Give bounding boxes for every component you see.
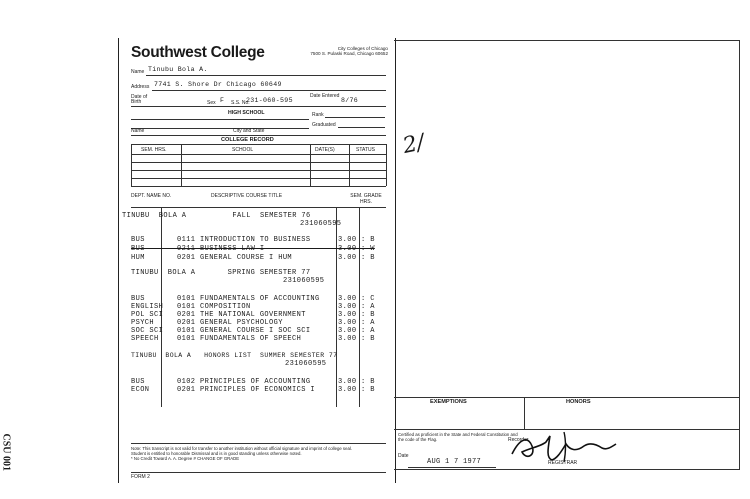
course-row: ECON 0201 PRINCIPLES OF ECONOMICS I 3.00 : B <box>131 386 375 394</box>
semester-header: TINUBU BOLA A HONORS LIST SUMMER SEMESTER 77 <box>131 352 338 359</box>
date-entered-value: 8/76 <box>341 97 359 104</box>
course-row: BUS 0101 FUNDAMENTALS OF ACCOUNTING 3.00 : C <box>131 295 375 303</box>
course-row: SPEECH 0101 FUNDAMENTALS OF SPEECH 3.00 : B <box>131 335 375 343</box>
sex-value: F <box>220 97 225 104</box>
address-label: Address <box>131 84 150 90</box>
name-value: Tinubu Bola A. <box>148 66 208 73</box>
date-label: Date <box>398 453 409 459</box>
date-entered-label: Date Entered <box>310 93 340 99</box>
handwritten-mark: 2/ <box>400 130 427 159</box>
ssn-value: 231-060-595 <box>246 97 293 104</box>
ssn-label: S.S. No. <box>231 100 250 106</box>
course-row: POL SCI 0201 THE NATIONAL GOVERNMENT 3.00 : B <box>131 311 375 319</box>
footer-notes: Note: This transcript is not valid for transfer to another institution without official signature and imprint of college seal. Student is entitled to honorable Dismissal and is in good standing unless otherwise noted. * No Credit Toward A. A. Degree # CHANGE OF GRADE <box>131 446 353 461</box>
course-row: BUS 0111 INTRODUCTION TO BUSINESS 3.00 : B <box>131 236 375 244</box>
record-header-dates: DATE(S) <box>315 147 335 153</box>
course-header-dept: DEPT. NAME NO. <box>131 193 172 199</box>
exemptions-label: EXEMPTIONS <box>430 399 467 405</box>
record-header-sem-hrs: SEM. HRS. <box>141 147 167 153</box>
course-header-title: DESCRIPTIVE COURSE TITLE <box>211 193 283 199</box>
course-row: HUM 0201 GENERAL COURSE I HUM 3.00 : B <box>131 254 375 262</box>
record-header-status: STATUS <box>356 147 375 153</box>
name-label: Name <box>131 69 145 75</box>
semester-header: TINUBU BOLA A FALL SEMESTER 76 <box>122 212 311 220</box>
record-header-school: SCHOOL <box>232 147 254 153</box>
semester-id: 231060595 <box>300 220 342 228</box>
semester-id: 231060595 <box>285 360 327 368</box>
rank-label: Rank <box>312 112 324 118</box>
course-row: ENGLISH 0101 COMPOSITION 3.00 : A <box>131 303 375 311</box>
graduated-label: Graduated <box>312 122 336 128</box>
course-row: BUS 0211 BUSINESS LAW I 3.00 : W <box>131 245 375 253</box>
course-row: PSYCH 0201 GENERAL PSYCHOLOGY 3.00 : A <box>131 319 375 327</box>
honors-label: HONORS <box>566 399 591 405</box>
recorder-label: Recorder <box>508 437 529 443</box>
hs-name-label: Name <box>131 128 145 134</box>
registrar-signature <box>506 428 626 464</box>
side-label: CSU 001 <box>0 433 12 472</box>
college-address: City Colleges of Chicago 7500 S. Pulaski Road, Chicago 60652 <box>310 46 388 56</box>
address-value: 7741 S. Shore Dr Chicago 60649 <box>154 81 282 88</box>
course-row: BUS 0102 PRINCIPLES OF ACCOUNTING 3.00 : B <box>131 378 375 386</box>
date-stamp: AUG 1 7 1977 <box>427 458 482 466</box>
high-school-label: HIGH SCHOOL <box>228 110 265 116</box>
college-name: Southwest College <box>131 44 265 61</box>
semester-header: TINUBU BOLA A SPRING SEMESTER 77 <box>131 269 311 277</box>
dob-label: Date of Birth <box>131 94 148 105</box>
college-record-label: COLLEGE RECORD <box>221 137 274 143</box>
course-header-hrs: SEM. GRADE HRS. <box>350 193 382 205</box>
city-state-label: City and State <box>233 128 265 134</box>
registrar-label: REGISTRAR <box>548 460 578 466</box>
certified-text: Certified as proficient in the State and Federal Constitution and the code of the Flag. <box>398 432 518 442</box>
form-number: FORM 2 <box>131 474 150 480</box>
exemptions-panel <box>394 40 740 470</box>
semester-id: 231060595 <box>283 277 325 285</box>
sex-label: Sex <box>207 100 216 106</box>
course-row: SOC SCI 0101 GENERAL COURSE I SOC SCI 3.00 : A <box>131 327 375 335</box>
